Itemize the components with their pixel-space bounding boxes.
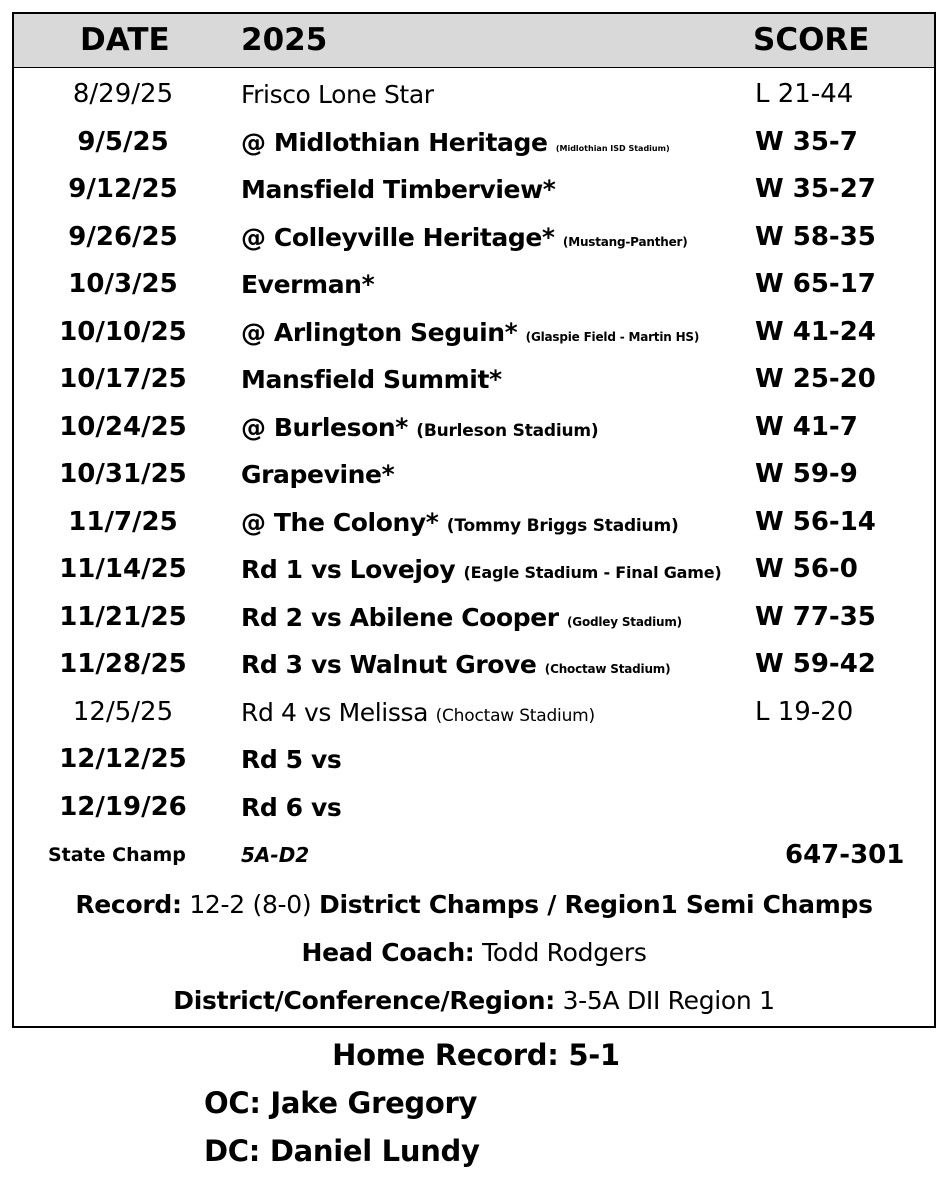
game-date: 10/10/25 — [59, 316, 187, 347]
game-score: W 56-14 — [755, 506, 876, 537]
header-date: DATE — [80, 22, 170, 58]
opponent-name: Rd 5 vs — [241, 745, 342, 774]
header-year: 2025 — [241, 22, 328, 58]
game-opponent — [241, 119, 670, 173]
opponent-name: Everman* — [241, 270, 375, 299]
table-row — [14, 119, 934, 167]
table-row — [14, 261, 934, 309]
table-row — [14, 214, 934, 262]
game-opponent — [241, 784, 341, 832]
header-score: SCORE — [753, 22, 870, 58]
table-row — [14, 499, 934, 547]
game-opponent — [241, 404, 598, 456]
district-line — [14, 986, 934, 1015]
game-rows — [14, 71, 934, 879]
game-score: W 58-35 — [755, 221, 876, 252]
opponent-name: Rd 4 vs Melissa — [241, 697, 429, 727]
game-opponent — [241, 309, 699, 362]
table-row — [14, 546, 934, 594]
venue-note: (Tommy Briggs Stadium) — [446, 515, 679, 536]
table-row — [14, 356, 934, 404]
defensive-coordinator: DC: Daniel Lundy — [204, 1134, 480, 1168]
game-score: W 77-35 — [755, 601, 876, 632]
game-opponent — [241, 71, 434, 119]
venue-note: (Eagle Stadium - Final Game) — [463, 563, 722, 582]
game-date: 9/12/25 — [68, 174, 178, 204]
opponent-name: Rd 1 vs Lovejoy — [241, 555, 456, 584]
coach-line — [14, 938, 934, 967]
table-row — [14, 309, 934, 357]
opponent-name: Rd 3 vs Walnut Grove — [241, 650, 537, 679]
venue-note: (Mustang-Panther) — [562, 234, 688, 249]
table-row — [14, 689, 934, 737]
coach-name: Todd Rodgers — [482, 938, 647, 967]
table-row — [14, 594, 934, 642]
game-score: W 59-42 — [755, 649, 876, 679]
game-date: 10/17/25 — [59, 364, 187, 394]
game-opponent — [241, 451, 394, 499]
venue-note: (Choctaw Stadium) — [544, 662, 671, 676]
district-value: 3-5A DII Region 1 — [562, 986, 775, 1015]
game-opponent — [241, 356, 502, 404]
schedule-table — [12, 12, 936, 1028]
game-opponent — [241, 214, 688, 267]
opponent-name: @ Colleyville Heritage* — [241, 222, 555, 252]
table-row — [14, 641, 934, 689]
venue-note: (Glaspie Field - Martin HS) — [525, 329, 700, 344]
opponent-name: Mansfield Summit* — [241, 365, 502, 394]
record-value: 12-2 (8-0) — [189, 890, 312, 919]
opponent-name: Rd 2 vs Abilene Cooper — [241, 602, 559, 632]
game-score: W 56-0 — [755, 554, 858, 584]
venue-note: (Choctaw Stadium) — [435, 705, 595, 726]
game-date: 12/5/25 — [72, 696, 174, 727]
game-opponent — [241, 689, 595, 741]
game-date: 10/24/25 — [59, 411, 187, 442]
home-record: Home Record: 5-1 — [332, 1038, 620, 1072]
district-label: District/Conference/Region: — [173, 986, 555, 1015]
game-date: 11/7/25 — [68, 506, 178, 537]
game-score: W 25-20 — [755, 364, 876, 394]
game-date: 9/26/25 — [68, 221, 178, 252]
game-opponent — [241, 641, 670, 694]
table-row — [14, 736, 934, 784]
game-date: 10/3/25 — [68, 269, 178, 299]
game-score: W 59-9 — [755, 459, 858, 489]
opponent-name: Mansfield Timberview* — [241, 175, 556, 204]
opponent-name: Grapevine* — [241, 460, 395, 489]
table-row — [14, 451, 934, 499]
venue-note: (Burleson Stadium) — [416, 420, 599, 441]
coach-label: Head Coach: — [301, 938, 475, 967]
table-row — [14, 166, 934, 214]
game-date: 12/12/25 — [59, 744, 187, 774]
table-row — [14, 784, 934, 832]
record-label: Record: — [75, 890, 182, 919]
game-opponent — [241, 594, 682, 647]
game-date: 9/5/25 — [77, 126, 169, 157]
record-line — [14, 890, 934, 919]
opponent-name: Frisco Lone Star — [241, 80, 434, 109]
game-score: L 21-44 — [755, 79, 854, 109]
game-score: W 65-17 — [755, 269, 876, 299]
game-score: W 41-24 — [755, 316, 876, 347]
game-date: 8/29/25 — [72, 79, 174, 109]
offensive-coordinator: OC: Jake Gregory — [204, 1086, 478, 1120]
record-titles: District Champs / Region1 Semi Champs — [319, 890, 873, 919]
table-row — [14, 404, 934, 452]
opponent-name: Rd 6 vs — [241, 792, 342, 822]
venue-note: (Godley Stadium) — [567, 614, 682, 629]
game-date: 10/31/25 — [59, 459, 187, 489]
game-opponent — [241, 499, 679, 551]
venue-note: (Midlothian ISD Stadium) — [555, 143, 670, 153]
season-points-total: 647-301 — [785, 840, 905, 870]
game-opponent — [241, 261, 374, 309]
table-header — [14, 14, 934, 68]
game-score: W 35-7 — [755, 126, 858, 157]
classification: 5A-D2 — [241, 843, 310, 867]
table-row — [14, 71, 934, 119]
opponent-name: @ The Colony* — [241, 507, 439, 537]
state-champ-row — [14, 831, 934, 879]
game-score: W 41-7 — [755, 411, 858, 442]
game-date: 11/14/25 — [59, 554, 187, 584]
game-date: 12/19/26 — [59, 791, 187, 822]
game-date: 11/21/25 — [59, 601, 187, 632]
game-score: L 19-20 — [755, 696, 854, 727]
game-opponent — [241, 736, 341, 784]
game-score: W 35-27 — [755, 174, 876, 204]
opponent-name: @ Burleson* — [241, 412, 408, 442]
game-opponent — [241, 546, 722, 597]
state-champ-label: State Champ — [48, 844, 186, 866]
opponent-name: @ Midlothian Heritage — [241, 127, 548, 157]
opponent-name: @ Arlington Seguin* — [241, 317, 518, 347]
game-opponent — [241, 166, 555, 214]
game-date: 11/28/25 — [59, 649, 187, 679]
